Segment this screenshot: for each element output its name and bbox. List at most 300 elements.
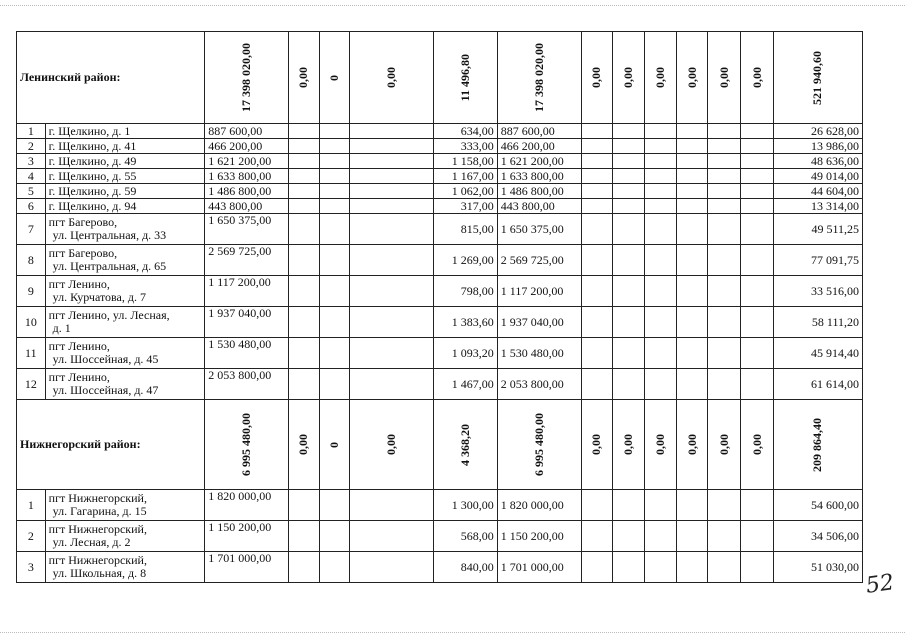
row-number: 1 — [17, 124, 46, 139]
empty-cell — [676, 307, 708, 338]
table-row — [17, 154, 863, 169]
district-total-cell — [581, 32, 613, 124]
empty-cell — [645, 245, 677, 276]
empty-cell — [676, 369, 708, 400]
empty-cell — [613, 124, 645, 139]
cost-value: 1 633 800,00 — [205, 169, 289, 184]
empty-cell — [581, 276, 613, 307]
table-body — [17, 32, 863, 583]
district-total-cell — [613, 32, 645, 124]
address-cell: г. Щелкино, д. 49 — [45, 154, 205, 169]
empty-cell — [350, 184, 434, 199]
last-value: 61 614,00 — [773, 369, 862, 400]
row-number: 3 — [17, 552, 46, 583]
empty-cell — [350, 369, 434, 400]
empty-cell — [708, 139, 741, 154]
area-value: 1 383,60 — [434, 307, 497, 338]
district-total-cell — [613, 400, 645, 490]
area-value: 1 158,00 — [434, 154, 497, 169]
total-value: 1 117 200,00 — [497, 276, 581, 307]
district-total-cell — [773, 400, 862, 490]
row-number: 5 — [17, 184, 46, 199]
address-line-1: пгт Нижнегорский, — [48, 553, 147, 567]
district-total-cell — [645, 32, 677, 124]
empty-cell — [708, 169, 741, 184]
empty-cell — [676, 245, 708, 276]
district-total-value: 0,00 — [589, 67, 604, 88]
total-value: 2 053 800,00 — [497, 369, 581, 400]
district-total-value: 0,00 — [589, 434, 604, 455]
total-value: 1 701 000,00 — [497, 552, 581, 583]
district-total-cell — [289, 32, 320, 124]
page-number: 52 — [864, 570, 896, 599]
address-cell — [45, 245, 205, 276]
address-line-1: пгт Ленино, — [48, 370, 110, 384]
empty-cell — [613, 338, 645, 369]
empty-cell — [741, 154, 774, 169]
district-total-value: 17 398 020,00 — [531, 43, 546, 112]
address-cell — [45, 552, 205, 583]
address-line-1: пгт Нижнегорский, — [48, 522, 147, 536]
cost-value: 2 569 725,00 — [205, 245, 289, 276]
district-total-cell — [205, 400, 289, 490]
empty-cell — [676, 139, 708, 154]
empty-cell — [319, 139, 350, 154]
last-value: 26 628,00 — [773, 124, 862, 139]
cost-value: 1 486 800,00 — [205, 184, 289, 199]
row-number: 9 — [17, 276, 46, 307]
empty-cell — [645, 214, 677, 245]
empty-cell — [741, 169, 774, 184]
empty-cell — [676, 214, 708, 245]
table-row — [17, 199, 863, 214]
district-total-value: 0,00 — [621, 434, 636, 455]
address-cell — [45, 276, 205, 307]
total-value: 1 820 000,00 — [497, 490, 581, 521]
empty-cell — [350, 124, 434, 139]
address-line-1: пгт Ленино, — [48, 277, 110, 291]
empty-cell — [319, 490, 350, 521]
empty-cell — [319, 276, 350, 307]
empty-cell — [708, 521, 741, 552]
address-line-2: ул. Лесная, д. 2 — [52, 535, 131, 549]
empty-cell — [741, 245, 774, 276]
empty-cell — [350, 552, 434, 583]
area-value: 1 062,00 — [434, 184, 497, 199]
last-value: 49 511,25 — [773, 214, 862, 245]
row-number: 1 — [17, 490, 46, 521]
empty-cell — [289, 552, 320, 583]
district-total-value: 0,00 — [716, 67, 731, 88]
district-total-cell — [708, 400, 741, 490]
district-total-cell — [741, 400, 774, 490]
district-total-value: 209 864,40 — [810, 417, 825, 472]
empty-cell — [708, 338, 741, 369]
total-value: 1 530 480,00 — [497, 338, 581, 369]
cost-value: 1 937 040,00 — [205, 307, 289, 338]
area-value: 634,00 — [434, 124, 497, 139]
table-row — [17, 139, 863, 154]
table-row — [17, 338, 863, 369]
empty-cell — [613, 369, 645, 400]
address-cell — [45, 521, 205, 552]
empty-cell — [581, 124, 613, 139]
empty-cell — [581, 338, 613, 369]
total-value: 1 150 200,00 — [497, 521, 581, 552]
cost-value: 887 600,00 — [205, 124, 289, 139]
district-total-cell — [581, 400, 613, 490]
district-total-value: 0,00 — [384, 434, 399, 455]
address-line-2: ул. Центральная, д. 65 — [52, 259, 167, 273]
empty-cell — [645, 552, 677, 583]
district-total-row — [17, 32, 863, 124]
total-value: 1 650 375,00 — [497, 214, 581, 245]
empty-cell — [319, 245, 350, 276]
empty-cell — [645, 124, 677, 139]
empty-cell — [319, 169, 350, 184]
district-total-value: 521 940,60 — [810, 50, 825, 105]
district-total-cell — [289, 400, 320, 490]
cost-value: 2 053 800,00 — [205, 369, 289, 400]
address-line-1: пгт Нижнегорский, — [48, 491, 147, 505]
empty-cell — [350, 139, 434, 154]
address-cell: г. Щелкино, д. 94 — [45, 199, 205, 214]
empty-cell — [613, 307, 645, 338]
empty-cell — [708, 490, 741, 521]
row-number: 3 — [17, 154, 46, 169]
table-row — [17, 521, 863, 552]
district-total-value: 0,00 — [749, 434, 764, 455]
empty-cell — [645, 199, 677, 214]
area-value: 840,00 — [434, 552, 497, 583]
last-value: 13 314,00 — [773, 199, 862, 214]
address-line-2: д. 1 — [52, 321, 71, 335]
last-value: 48 636,00 — [773, 154, 862, 169]
cost-value: 466 200,00 — [205, 139, 289, 154]
district-total-value: 0 — [327, 441, 342, 448]
district-total-cell — [434, 400, 497, 490]
empty-cell — [350, 199, 434, 214]
empty-cell — [676, 490, 708, 521]
budget-table — [16, 31, 863, 583]
district-total-value: 0,00 — [652, 67, 667, 88]
cost-value: 1 621 200,00 — [205, 154, 289, 169]
row-number: 4 — [17, 169, 46, 184]
last-value: 54 600,00 — [773, 490, 862, 521]
empty-cell — [613, 490, 645, 521]
area-value: 815,00 — [434, 214, 497, 245]
empty-cell — [708, 124, 741, 139]
last-value: 45 914,40 — [773, 338, 862, 369]
empty-cell — [289, 521, 320, 552]
row-number: 11 — [17, 338, 46, 369]
district-total-value: 0,00 — [716, 434, 731, 455]
district-total-cell — [676, 400, 708, 490]
empty-cell — [645, 307, 677, 338]
empty-cell — [676, 338, 708, 369]
district-total-value: 4 368,20 — [458, 423, 473, 466]
district-total-cell — [434, 32, 497, 124]
empty-cell — [350, 154, 434, 169]
address-cell: г. Щелкино, д. 41 — [45, 139, 205, 154]
table-row — [17, 307, 863, 338]
total-value: 2 569 725,00 — [497, 245, 581, 276]
empty-cell — [613, 139, 645, 154]
address-cell — [45, 490, 205, 521]
empty-cell — [350, 307, 434, 338]
empty-cell — [581, 154, 613, 169]
last-value: 13 986,00 — [773, 139, 862, 154]
empty-cell — [613, 552, 645, 583]
row-number: 10 — [17, 307, 46, 338]
empty-cell — [741, 184, 774, 199]
district-name-cell — [17, 32, 205, 124]
district-total-cell — [773, 32, 862, 124]
last-value: 51 030,00 — [773, 552, 862, 583]
last-value: 77 091,75 — [773, 245, 862, 276]
empty-cell — [708, 154, 741, 169]
district-total-value: 0,00 — [296, 67, 311, 88]
empty-cell — [319, 124, 350, 139]
district-total-cell — [319, 400, 350, 490]
empty-cell — [350, 338, 434, 369]
row-number: 2 — [17, 139, 46, 154]
table-row — [17, 276, 863, 307]
area-value: 1 467,00 — [434, 369, 497, 400]
last-value: 34 506,00 — [773, 521, 862, 552]
district-total-value: 0,00 — [296, 434, 311, 455]
address-line-2: ул. Гагарина, д. 15 — [52, 504, 147, 518]
empty-cell — [350, 276, 434, 307]
empty-cell — [289, 307, 320, 338]
empty-cell — [676, 552, 708, 583]
district-total-value: 0,00 — [684, 434, 699, 455]
district-name: Нижнегорский район: — [20, 437, 141, 451]
total-value: 466 200,00 — [497, 139, 581, 154]
district-total-cell — [205, 32, 289, 124]
district-total-cell — [741, 32, 774, 124]
empty-cell — [581, 521, 613, 552]
empty-cell — [289, 369, 320, 400]
empty-cell — [676, 154, 708, 169]
empty-cell — [708, 214, 741, 245]
district-total-value: 0,00 — [652, 434, 667, 455]
empty-cell — [581, 307, 613, 338]
cost-value: 1 117 200,00 — [205, 276, 289, 307]
empty-cell — [319, 338, 350, 369]
empty-cell — [289, 338, 320, 369]
scan-artifact-bottom — [0, 632, 905, 634]
address-line-2: ул. Школьная, д. 8 — [52, 566, 147, 580]
district-total-cell — [708, 32, 741, 124]
empty-cell — [708, 552, 741, 583]
total-value: 1 621 200,00 — [497, 154, 581, 169]
empty-cell — [708, 276, 741, 307]
cost-value: 1 150 200,00 — [205, 521, 289, 552]
empty-cell — [319, 369, 350, 400]
empty-cell — [350, 245, 434, 276]
empty-cell — [581, 490, 613, 521]
address-cell — [45, 307, 205, 338]
empty-cell — [581, 199, 613, 214]
empty-cell — [319, 199, 350, 214]
empty-cell — [289, 124, 320, 139]
empty-cell — [645, 369, 677, 400]
scan-artifact-top — [0, 5, 905, 7]
district-total-value: 0 — [327, 74, 342, 81]
address-cell: г. Щелкино, д. 59 — [45, 184, 205, 199]
cost-value: 1 530 480,00 — [205, 338, 289, 369]
empty-cell — [676, 169, 708, 184]
address-cell — [45, 214, 205, 245]
district-total-cell — [497, 32, 581, 124]
district-total-cell — [676, 32, 708, 124]
empty-cell — [289, 276, 320, 307]
cost-value: 1 650 375,00 — [205, 214, 289, 245]
empty-cell — [676, 276, 708, 307]
address-cell — [45, 338, 205, 369]
total-value: 443 800,00 — [497, 199, 581, 214]
district-name-cell — [17, 400, 205, 490]
address-cell: г. Щелкино, д. 55 — [45, 169, 205, 184]
last-value: 58 111,20 — [773, 307, 862, 338]
district-total-value: 0,00 — [621, 67, 636, 88]
empty-cell — [613, 199, 645, 214]
empty-cell — [289, 214, 320, 245]
empty-cell — [708, 307, 741, 338]
empty-cell — [645, 521, 677, 552]
empty-cell — [289, 139, 320, 154]
area-value: 1 269,00 — [434, 245, 497, 276]
cost-value: 443 800,00 — [205, 199, 289, 214]
empty-cell — [741, 124, 774, 139]
empty-cell — [289, 490, 320, 521]
address-cell — [45, 369, 205, 400]
address-line-2: ул. Шоссейная, д. 45 — [52, 352, 159, 366]
empty-cell — [581, 139, 613, 154]
district-total-cell — [319, 32, 350, 124]
empty-cell — [613, 154, 645, 169]
empty-cell — [581, 369, 613, 400]
empty-cell — [741, 338, 774, 369]
district-total-row — [17, 400, 863, 490]
district-total-cell — [497, 400, 581, 490]
empty-cell — [676, 184, 708, 199]
district-total-value: 0,00 — [749, 67, 764, 88]
address-line-2: ул. Центральная, д. 33 — [52, 228, 167, 242]
cost-value: 1 820 000,00 — [205, 490, 289, 521]
empty-cell — [289, 184, 320, 199]
empty-cell — [645, 154, 677, 169]
empty-cell — [289, 199, 320, 214]
last-value: 44 604,00 — [773, 184, 862, 199]
empty-cell — [741, 214, 774, 245]
total-value: 1 633 800,00 — [497, 169, 581, 184]
empty-cell — [350, 521, 434, 552]
last-value: 33 516,00 — [773, 276, 862, 307]
empty-cell — [581, 245, 613, 276]
district-total-value: 17 398 020,00 — [239, 43, 254, 112]
area-value: 1 167,00 — [434, 169, 497, 184]
empty-cell — [708, 184, 741, 199]
empty-cell — [741, 199, 774, 214]
empty-cell — [645, 338, 677, 369]
table-row — [17, 245, 863, 276]
address-line-1: пгт Багерово, — [48, 215, 118, 229]
empty-cell — [350, 169, 434, 184]
area-value: 1 300,00 — [434, 490, 497, 521]
address-line-1: пгт Ленино, — [48, 339, 110, 353]
table-row — [17, 490, 863, 521]
empty-cell — [319, 214, 350, 245]
empty-cell — [613, 521, 645, 552]
row-number: 2 — [17, 521, 46, 552]
empty-cell — [676, 124, 708, 139]
empty-cell — [581, 184, 613, 199]
empty-cell — [741, 307, 774, 338]
district-total-value: 6 995 480,00 — [531, 413, 546, 476]
area-value: 568,00 — [434, 521, 497, 552]
district-name: Ленинский район: — [20, 70, 121, 84]
empty-cell — [319, 552, 350, 583]
area-value: 317,00 — [434, 199, 497, 214]
empty-cell — [289, 169, 320, 184]
empty-cell — [319, 521, 350, 552]
row-number: 6 — [17, 199, 46, 214]
empty-cell — [613, 184, 645, 199]
empty-cell — [613, 245, 645, 276]
table-row — [17, 552, 863, 583]
empty-cell — [708, 369, 741, 400]
empty-cell — [645, 169, 677, 184]
empty-cell — [613, 214, 645, 245]
table-row — [17, 369, 863, 400]
empty-cell — [741, 490, 774, 521]
empty-cell — [350, 214, 434, 245]
last-value: 49 014,00 — [773, 169, 862, 184]
table-row — [17, 124, 863, 139]
row-number: 8 — [17, 245, 46, 276]
empty-cell — [289, 245, 320, 276]
table-row — [17, 214, 863, 245]
empty-cell — [741, 139, 774, 154]
row-number: 12 — [17, 369, 46, 400]
area-value: 333,00 — [434, 139, 497, 154]
district-total-cell — [350, 400, 434, 490]
empty-cell — [645, 490, 677, 521]
table-row — [17, 184, 863, 199]
address-line-1: пгт Ленино, ул. Лесная, — [48, 308, 170, 322]
empty-cell — [741, 369, 774, 400]
empty-cell — [645, 276, 677, 307]
area-value: 1 093,20 — [434, 338, 497, 369]
empty-cell — [741, 521, 774, 552]
empty-cell — [613, 169, 645, 184]
total-value: 1 937 040,00 — [497, 307, 581, 338]
district-total-value: 11 496,80 — [458, 53, 473, 102]
address-line-2: ул. Курчатова, д. 7 — [52, 290, 146, 304]
address-line-1: пгт Багерово, — [48, 246, 118, 260]
table-row — [17, 169, 863, 184]
empty-cell — [581, 552, 613, 583]
district-total-value: 0,00 — [684, 67, 699, 88]
empty-cell — [319, 154, 350, 169]
cost-value: 1 701 000,00 — [205, 552, 289, 583]
address-cell: г. Щелкино, д. 1 — [45, 124, 205, 139]
total-value: 1 486 800,00 — [497, 184, 581, 199]
empty-cell — [645, 184, 677, 199]
empty-cell — [741, 552, 774, 583]
